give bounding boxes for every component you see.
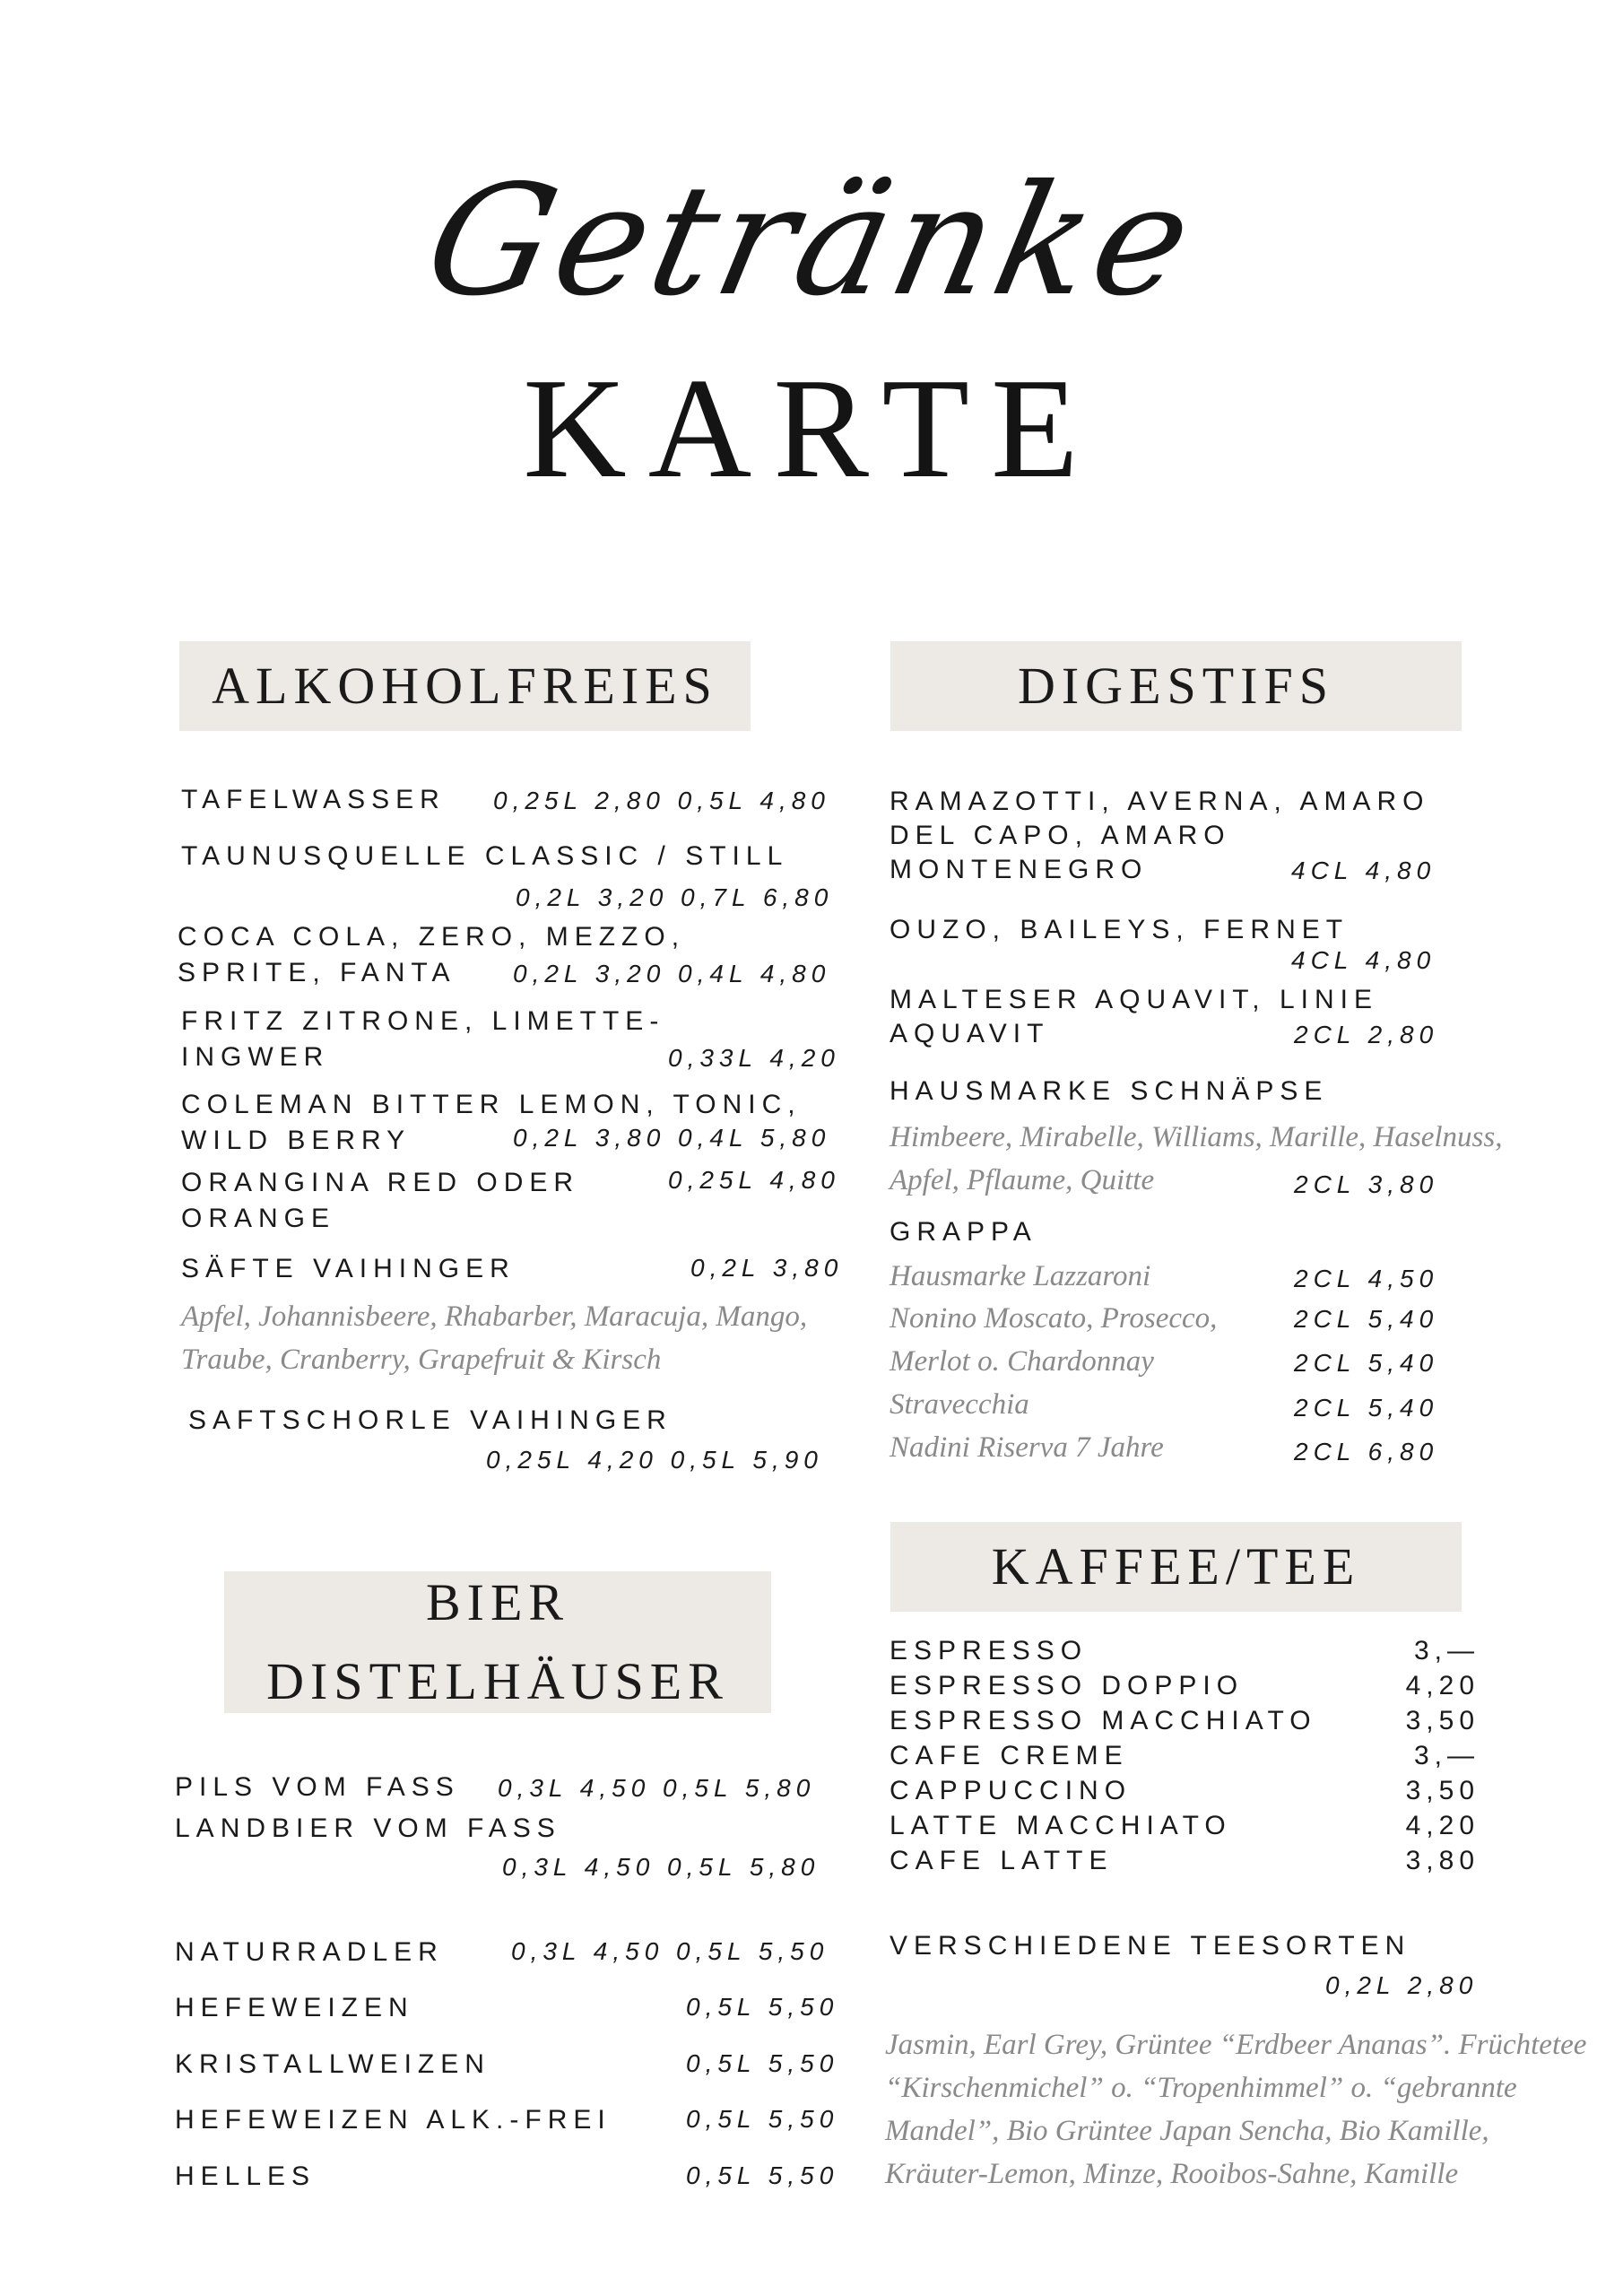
item-price: 0,5L 5,50 bbox=[686, 2049, 839, 2077]
item-name: LATTE MACCHIATO bbox=[890, 1811, 1232, 1840]
item-price: 0,33L 4,20 bbox=[668, 1044, 840, 1072]
item-price: 0,2L 3,20 0,4L 4,80 bbox=[513, 960, 831, 987]
section-header-bier bbox=[224, 1571, 771, 1713]
item-name-line2: AQUAVIT bbox=[890, 1019, 1050, 1048]
item-name: NATURRADLER bbox=[175, 1937, 444, 1967]
grappa-price: 2CL 4,50 bbox=[1294, 1265, 1439, 1292]
item-price: 0,3L 4,50 0,5L 5,80 bbox=[498, 1774, 816, 1802]
item-price: 3,50 bbox=[1405, 1706, 1480, 1735]
item-price: 3,— bbox=[1413, 1636, 1480, 1665]
item-name: TAUNUSQUELLE CLASSIC / STILL bbox=[181, 841, 789, 871]
item-price: 0,2L 3,80 0,4L 5,80 bbox=[513, 1124, 831, 1152]
item-name: CAFE LATTE bbox=[890, 1846, 1114, 1875]
item-price: 0,3L 4,50 0,5L 5,80 bbox=[502, 1853, 820, 1881]
item-price: 0,5L 5,50 bbox=[686, 1993, 839, 2021]
grappa-name: Hausmarke Lazzaroni bbox=[890, 1260, 1151, 1292]
item-price: 2CL 3,80 bbox=[1294, 1170, 1439, 1198]
tee-price: 0,2L 2,80 bbox=[1325, 1971, 1479, 1999]
item-name: SÄFTE VAIHINGER bbox=[181, 1254, 516, 1283]
item-price: 4,20 bbox=[1405, 1811, 1480, 1840]
item-name-line2: DEL CAPO, AMARO bbox=[890, 821, 1231, 850]
item-name: GRAPPA bbox=[890, 1217, 1037, 1247]
item-description: Himbeere, Mirabelle, Williams, Marille, Haselnuss, bbox=[890, 1121, 1503, 1153]
item-name: HEFEWEIZEN ALK.-FREI bbox=[175, 2105, 612, 2135]
item-price: 4CL 4,80 bbox=[1291, 946, 1436, 974]
section-header-alkoholfreies bbox=[179, 641, 751, 731]
tee-description: Jasmin, Earl Grey, Grüntee “Erdbeer Ananas”. Früchtetee bbox=[885, 2029, 1587, 2061]
item-price: 4,20 bbox=[1405, 1671, 1480, 1700]
grappa-price: 2CL 6,80 bbox=[1294, 1438, 1439, 1465]
item-description: Traube, Cranberry, Grapefruit & Kirsch bbox=[181, 1344, 662, 1376]
item-name: LANDBIER VOM FASS bbox=[175, 1813, 561, 1843]
tee-description: Kräuter-Lemon, Minze, Rooibos-Sahne, Kamille bbox=[885, 2158, 1459, 2190]
item-price: 3,— bbox=[1413, 1741, 1480, 1770]
section-header-digestifs bbox=[890, 641, 1462, 731]
item-name: CAFE CREME bbox=[890, 1741, 1129, 1770]
item-name: HELLES bbox=[175, 2161, 317, 2191]
item-name: ESPRESSO bbox=[890, 1636, 1089, 1665]
item-price: 0,25L 4,20 0,5L 5,90 bbox=[486, 1446, 823, 1474]
item-price: 3,80 bbox=[1405, 1846, 1480, 1875]
item-price: 0,5L 5,50 bbox=[686, 2161, 839, 2189]
section-title: DIGESTIFS bbox=[1017, 657, 1335, 715]
item-name-line3: MONTENEGRO bbox=[890, 855, 1149, 884]
item-name: HEFEWEIZEN bbox=[175, 1993, 414, 2022]
grappa-price: 2CL 5,40 bbox=[1294, 1394, 1439, 1422]
item-name-line2: WILD BERRY bbox=[181, 1126, 412, 1155]
item-price: 3,50 bbox=[1405, 1776, 1480, 1805]
item-name: COLEMAN BITTER LEMON, TONIC, bbox=[181, 1090, 802, 1119]
item-price: 0,5L 5,50 bbox=[686, 2105, 839, 2133]
item-name: FRITZ ZITRONE, LIMETTE- bbox=[181, 1006, 665, 1036]
tee-description: Mandel”, Bio Grüntee Japan Sencha, Bio Kamille, bbox=[885, 2115, 1489, 2147]
item-price: 4CL 4,80 bbox=[1291, 857, 1436, 884]
page-title: KARTE bbox=[523, 348, 1100, 508]
grappa-price: 2CL 5,40 bbox=[1294, 1305, 1439, 1333]
section-title: BIER bbox=[425, 1573, 570, 1631]
item-name-line2: INGWER bbox=[181, 1042, 330, 1072]
tee-description: “Kirschenmichel” o. “Tropenhimmel” o. “gebrannte bbox=[885, 2072, 1517, 2104]
item-price: 0,2L 3,20 0,7L 6,80 bbox=[516, 883, 834, 911]
item-name: SAFTSCHORLE VAIHINGER bbox=[188, 1405, 673, 1435]
grappa-name: Merlot o. Chardonnay bbox=[890, 1345, 1154, 1378]
section-title: KAFFEE/TEE bbox=[991, 1537, 1361, 1596]
section-title: ALKOHOLFREIES bbox=[212, 657, 718, 715]
item-name: COCA COLA, ZERO, MEZZO, bbox=[178, 922, 686, 952]
grappa-name: Stravecchia bbox=[890, 1388, 1029, 1421]
section-header-kaffee bbox=[890, 1522, 1462, 1612]
item-name: RAMAZOTTI, AVERNA, AMARO bbox=[890, 787, 1430, 816]
grappa-price: 2CL 5,40 bbox=[1294, 1349, 1439, 1377]
item-description: Apfel, Pflaume, Quitte bbox=[890, 1164, 1155, 1196]
item-price: 0,3L 4,50 0,5L 5,50 bbox=[511, 1937, 829, 1965]
item-price: 0,25L 2,80 0,5L 4,80 bbox=[493, 787, 830, 814]
item-name: CAPPUCCINO bbox=[890, 1776, 1133, 1805]
tee-name: VERSCHIEDENE TEESORTEN bbox=[890, 1931, 1411, 1961]
item-description: Apfel, Johannisbeere, Rhabarber, Maracuja, Mango, bbox=[181, 1300, 808, 1333]
grappa-name: Nadini Riserva 7 Jahre bbox=[890, 1431, 1164, 1464]
grappa-name: Nonino Moscato, Prosecco, bbox=[890, 1302, 1218, 1335]
item-name: MALTESER AQUAVIT, LINIE bbox=[890, 985, 1378, 1014]
item-name: OUZO, BAILEYS, FERNET bbox=[890, 915, 1350, 944]
item-name: KRISTALLWEIZEN bbox=[175, 2049, 490, 2079]
item-name: ORANGINA RED ODER bbox=[181, 1168, 580, 1197]
item-name: TAFELWASSER bbox=[181, 785, 446, 814]
item-price: 0,2L 3,80 bbox=[690, 1254, 844, 1282]
item-name-line2: SPRITE, FANTA bbox=[178, 958, 456, 987]
item-name-line2: ORANGE bbox=[181, 1204, 336, 1233]
item-name: ESPRESSO DOPPIO bbox=[890, 1671, 1245, 1700]
script-title: Getränke bbox=[412, 152, 1211, 330]
section-subtitle: DISTELHÄUSER bbox=[266, 1652, 729, 1710]
item-name: HAUSMARKE SCHNÄPSE bbox=[890, 1076, 1329, 1106]
item-price: 0,25L 4,80 bbox=[668, 1166, 840, 1194]
item-price: 2CL 2,80 bbox=[1294, 1021, 1439, 1048]
item-name: PILS VOM FASS bbox=[175, 1772, 460, 1802]
item-name: ESPRESSO MACCHIATO bbox=[890, 1706, 1317, 1735]
